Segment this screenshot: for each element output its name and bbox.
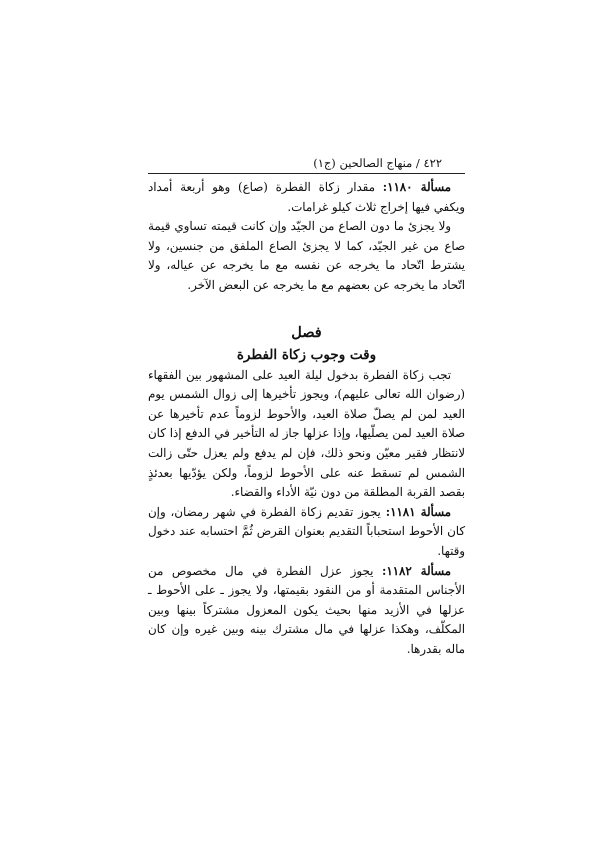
issue-1182-text: يجوز عزل الفطرة في مال مخصوص من الأجناس المتقدمة أو من النقود بقيمتها، ولا يجوز ـ على الأحوط ـ عزلها في الأزيد منها بحيث يكون المعزول مشتركاً بينها وبين المكلّف، وهكذا عزلها في مال مشترك بينه وبين غيره وإن كان ماله بقدرها. <box>148 563 465 656</box>
issue-1180-detail-paragraph: ولا يجزئ ما دون الصاع من الجيّد وإن كانت قيمته تساوي قيمة صاع من غير الجيّد، كما لا يجزئ الصاع الملفق من جنسين، ولا يشترط اتّحاد ما يخرجه عن نفسه مع ما يخرجه عن عياله، ولا اتّحاد ما يخرجه عن بعضهم مع ما يخرجه عن البعض الآخر. <box>148 219 465 292</box>
issue-1180-label: مسألة ١١٨٠: <box>382 180 451 194</box>
issue-1180-paragraph <box>148 178 465 217</box>
running-header: ٤٢٢ / منهاج الصالحين (ج١) <box>313 156 442 170</box>
issue-1181-text: يجوز تقديم زكاة الفطرة في شهر رمضان، وإن كان الأحوط استحباباً التقديم بعنوان القرض ثُمَّ احتسابه عند دخول وقتها. <box>148 504 465 558</box>
header-divider <box>148 173 465 174</box>
issue-1182-label: مسألة ١١٨٢: <box>381 563 451 578</box>
section-subheading: وقت وجوب زكاة الفطرة <box>236 346 377 363</box>
section-heading: فصل <box>291 323 322 341</box>
issue-1182-paragraph <box>148 562 465 660</box>
issue-1181-label: مسألة ١١٨١: <box>385 504 451 519</box>
issue-1180-text: مقدار زكاة الفطرة (صاع) وهو أربعة أمداد ويكفي فيها إخراج ثلاث كيلو غرامات. <box>148 180 465 214</box>
page-body <box>148 178 465 659</box>
issue-1181-paragraph <box>148 503 465 562</box>
time-of-obligation-paragraph: تجب زكاة الفطرة بدخول ليلة العيد على المشهور بين الفقهاء (رضوان الله تعالى عليهم)، ويجوز تأخيرها إلى زوال الشمس يوم العيد لمن لم يصلّ صلاة العيد، والأحوط لزوماً عدم تأخيرها عن صلاة العيد لمن يصلّيها، وإذا عزلها جاز له التأخير في الدفع إذا كان لانتظار فقير معيّن ونحو ذلك، فإن لم يدفع ولم يعزل حتّى زالت الشمس لم تسقط عنه على الأحوط لزوماً، ولكن يؤدّيها بعدئذٍ بقصد القربة المطلقة من دون نيّة الأداء والقضاء. <box>148 367 465 500</box>
